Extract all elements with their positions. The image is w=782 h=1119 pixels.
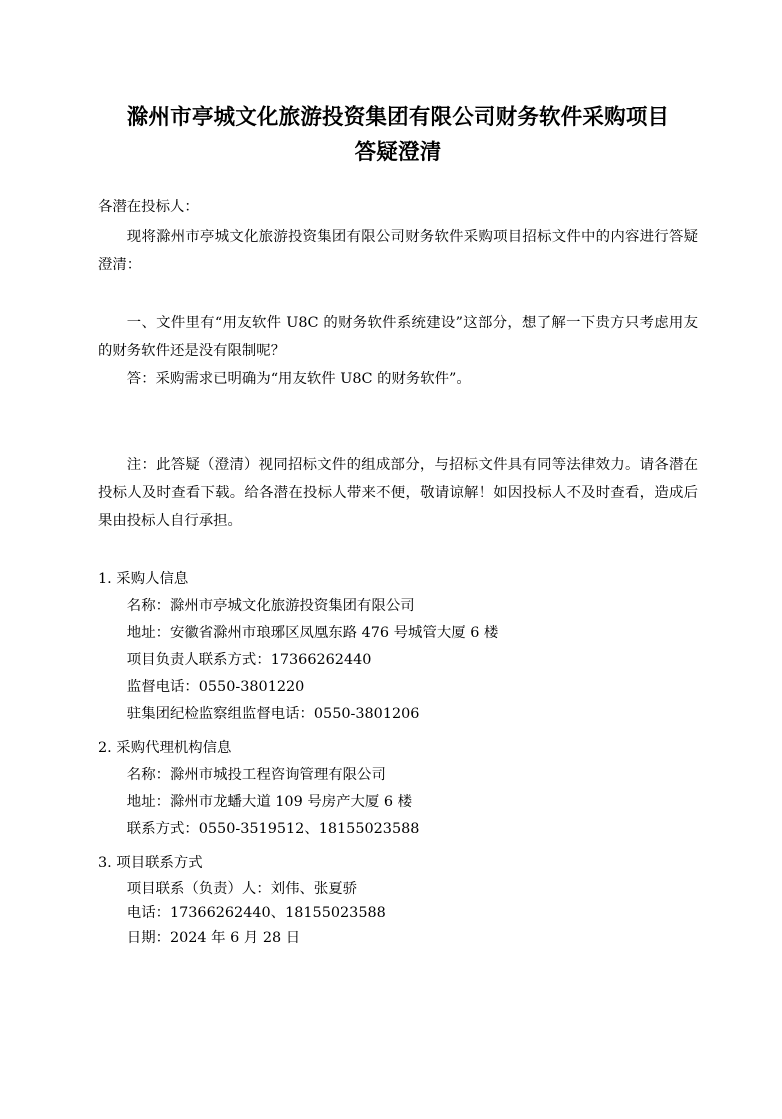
info-line-date: 日期：2024 年 6 月 28 日 [126,929,301,946]
note-paragraph: 注：此答疑（澄清）视同招标文件的组成部分，与招标文件具有同等法律效力。请各潜在投标人及时查看下载。给各潜在投标人带来不便，敬请谅解！如因投标人不及时查看，造成后果由投标人自行承担。 [98,456,698,529]
page-title-line-2: 答疑澄清 [354,139,442,165]
info-line-contact-person: 项目联系（负责）人：刘伟、张夏骄 [126,880,358,897]
page-title [98,0,698,171]
salutation: 各潜在投标人： [98,198,199,215]
info-line-contact-phone: 电话：17366262440、18155023588 [126,904,386,921]
question-1: 一、文件里有“用友软件 U8C 的财务软件系统建设”这部分，想了解一下贵方只考虑用友的财务软件还是没有限制呢？ [98,314,698,359]
section-purchaser-info [98,565,698,728]
info-line-name: 名称：滁州市亭城文化旅游投资集团有限公司 [126,597,415,614]
info-line-address: 地址：安徽省滁州市琅琊区凤凰东路 476 号城管大厦 6 楼 [126,624,499,641]
section-project-contact [98,849,698,952]
intro-paragraph: 现将滁州市亭城文化旅游投资集团有限公司财务软件采购项目招标文件中的内容进行答疑澄清： [98,228,698,273]
section-agency-info [98,734,698,843]
section-heading: 1. 采购人信息 [98,570,189,587]
section-heading: 2. 采购代理机构信息 [98,739,232,756]
section-heading: 3. 项目联系方式 [98,854,203,871]
info-line-agency-contact: 联系方式：0550-3519512、18155023588 [126,820,420,837]
info-line-manager-contact: 项目负责人联系方式：17366262440 [126,651,372,668]
info-line-supervision-phone: 监督电话：0550-3801220 [126,678,305,695]
info-line-agency-name: 名称：滁州市城投工程咨询管理有限公司 [126,766,386,783]
page-title-line-1: 滁州市亭城文化旅游投资集团有限公司财务软件采购项目 [126,105,670,130]
info-line-discipline-phone: 驻集团纪检监察组监督电话：0550-3801206 [126,705,420,722]
document-content [98,0,698,952]
qa-block-1 [98,309,698,393]
info-line-agency-address: 地址：滁州市龙蟠大道 109 号房产大厦 6 楼 [126,793,412,810]
answer-1: 答：采购需求已明确为“用友软件 U8C 的财务软件”。 [126,370,471,387]
